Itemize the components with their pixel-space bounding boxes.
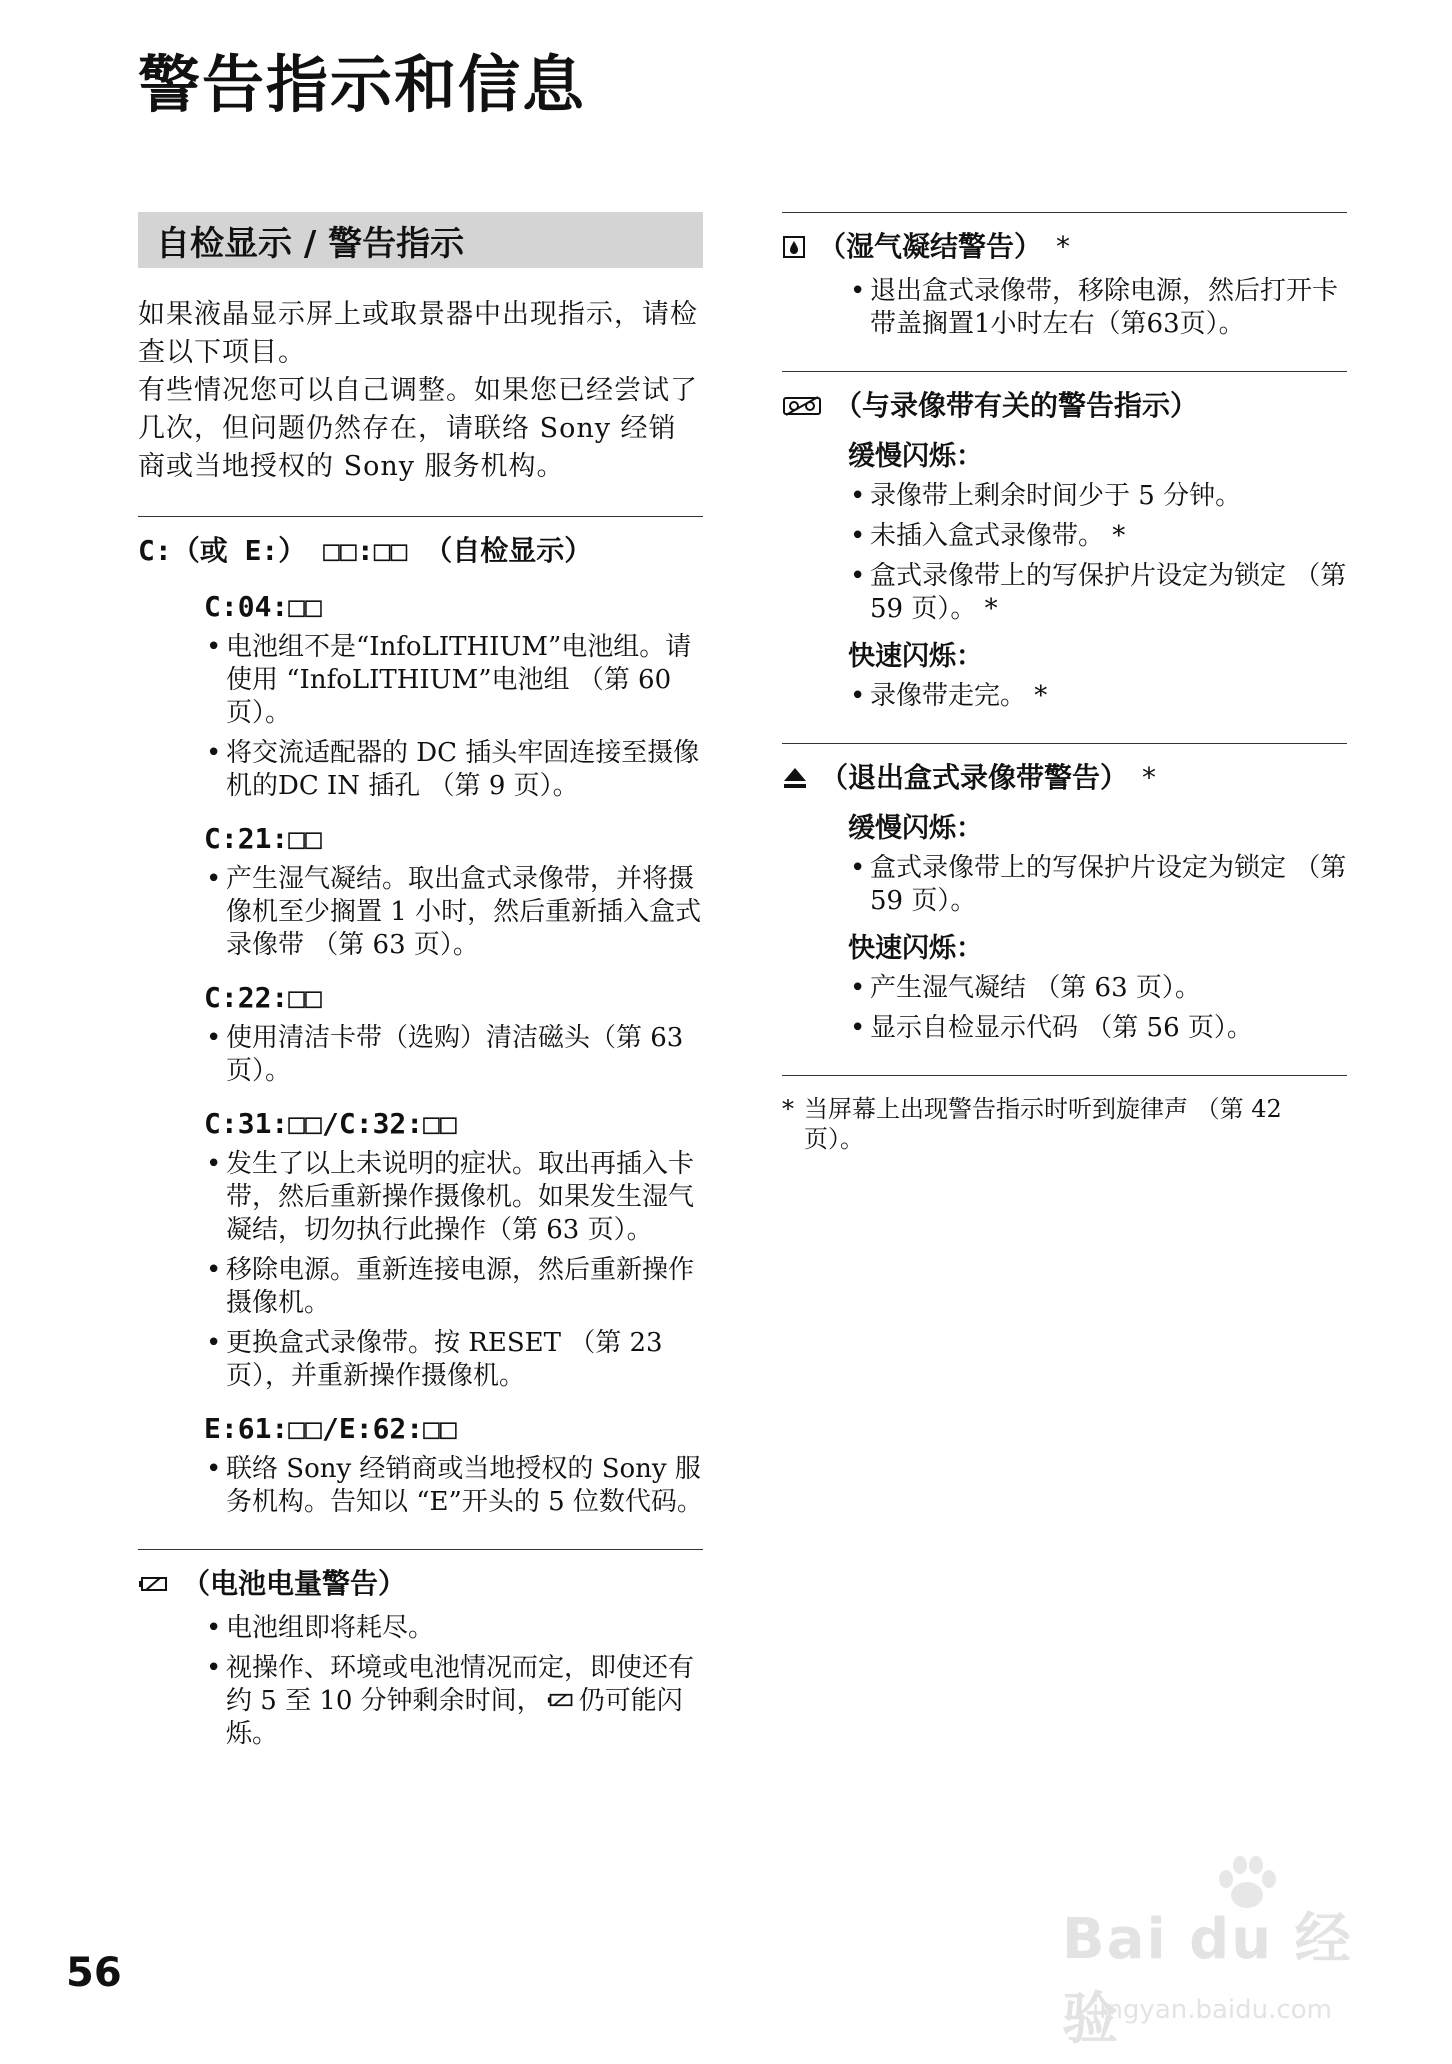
- footnote-star: *: [782, 1095, 794, 1123]
- code-item-list: [204, 1148, 703, 1393]
- eject-fast-list: [848, 972, 1347, 1045]
- battery-item-list: [204, 1612, 703, 1751]
- page-number: 56: [66, 1950, 122, 1996]
- battery-empty-icon: [547, 1691, 575, 1709]
- tape-fast-list: [848, 680, 1347, 713]
- slow-blink-label: 缓慢闪烁：: [848, 441, 983, 472]
- section-title: 自检显示 / 警告指示: [138, 212, 703, 268]
- slow-blink-label: 缓慢闪烁：: [848, 813, 983, 844]
- list-item: • 移除电源。重新连接电源，然后重新操作摄像机。: [204, 1254, 703, 1320]
- watermark: [1062, 1855, 1392, 2055]
- code-label: E:61:□□/E:62:□□: [204, 1412, 457, 1445]
- condensation-icon: [782, 235, 806, 259]
- eject-warning-label: （退出盒式录像带警告）: [820, 761, 1129, 794]
- tape-warning-label: （与录像带有关的警告指示）: [834, 389, 1199, 422]
- footnote-text: 当屏幕上出现警告指示时听到旋律声 （第 42 页）。: [804, 1095, 1282, 1153]
- list-item: • 产生湿气凝结 （第 63 页）。: [848, 972, 1347, 1005]
- list-item: [204, 1652, 703, 1751]
- fast-blink-label: 快速闪烁：: [848, 641, 983, 672]
- code-item-list: [204, 631, 703, 803]
- list-item: • 产生湿气凝结。取出盒式录像带，并将摄像机至少搁置 1 小时，然后重新插入盒式录像带 （第 63 页）。: [204, 863, 703, 962]
- list-item: • 电池组即将耗尽。: [204, 1612, 703, 1645]
- list-item: • 录像带走完。 *: [848, 680, 1347, 713]
- code-item-list: [204, 863, 703, 962]
- code-item-list: [204, 1022, 703, 1088]
- right-column: [782, 212, 1347, 1154]
- condensation-item-list: [848, 275, 1347, 341]
- list-item: • 盒式录像带上的写保护片设定为锁定 （第 59 页）。 *: [848, 560, 1347, 626]
- divider: [782, 371, 1347, 372]
- eject-slow-list: [848, 852, 1347, 918]
- eject-warning-heading: [782, 758, 1347, 798]
- list-item: • 联络 Sony 经销商或当地授权的 Sony 服务机构。告知以 “E”开头的 5 位数代码。: [204, 1453, 703, 1519]
- list-item: • 显示自检显示代码 （第 56 页）。: [848, 1012, 1347, 1045]
- tape-icon: [782, 395, 822, 417]
- intro-paragraph: 有些情况您可以自己调整。如果您已经尝试了几次，但问题仍然存在，请联络 Sony 经销商或当地授权的 Sony 服务机构。: [138, 375, 698, 482]
- page-title: 警告指示和信息: [138, 48, 587, 121]
- code-label: C:21:□□: [204, 822, 323, 855]
- list-item: • 使用清洁卡带（选购）清洁磁头（第 63 页）。: [204, 1022, 703, 1088]
- list-item: • 将交流适配器的 DC 插头牢固连接至摄像机的DC IN 插孔 （第 9 页）。: [204, 737, 703, 803]
- list-item: • 未插入盒式录像带。 *: [848, 520, 1347, 553]
- asterisk-mark: *: [1142, 761, 1157, 794]
- tape-slow-list: [848, 480, 1347, 626]
- code-item-list: [204, 1453, 703, 1519]
- condensation-warning-heading: [782, 227, 1347, 267]
- battery-warning-heading: [138, 1564, 703, 1604]
- list-item: • 发生了以上未说明的症状。取出再插入卡带，然后重新操作摄像机。如果发生湿气凝结，切勿执行此操作（第 63 页）。: [204, 1148, 703, 1247]
- left-column: [138, 212, 703, 1758]
- fast-blink-label: 快速闪烁：: [848, 933, 983, 964]
- code-label: C:22:□□: [204, 981, 323, 1014]
- divider: [782, 1075, 1347, 1076]
- list-item-text: 仍可能闪烁。: [226, 1686, 683, 1749]
- list-item: • 电池组不是“InfoLITHIUM”电池组。请使用 “InfoLITHIUM”电池组 （第 60 页）。: [204, 631, 703, 730]
- intro-text: [138, 296, 703, 486]
- asterisk-mark: *: [1056, 230, 1071, 263]
- watermark-url: jingyan.baidu.com: [1092, 1995, 1332, 2025]
- list-item: • 退出盒式录像带，移除电源，然后打开卡带盖搁置1小时左右（第63页）。: [848, 275, 1347, 341]
- list-item: • 更换盒式录像带。按 RESET （第 23 页），并重新操作摄像机。: [204, 1327, 703, 1393]
- divider: [138, 516, 703, 517]
- condensation-warning-label: （湿气凝结警告）: [818, 230, 1043, 263]
- code-label: C:31:□□/C:32:□□: [204, 1107, 457, 1140]
- code-label: C:04:□□: [204, 590, 323, 623]
- eject-icon: [782, 766, 808, 790]
- divider: [138, 1549, 703, 1550]
- list-item-text: 视操作、环境或电池情况而定，即使还有约 5 至 10 分钟剩余时间，: [226, 1653, 695, 1716]
- list-item: • 录像带上剩余时间少于 5 分钟。: [848, 480, 1347, 513]
- divider: [782, 212, 1347, 213]
- tape-warning-heading: [782, 386, 1347, 426]
- footnote: [782, 1094, 1347, 1154]
- watermark-logo: Bai du 经验: [1062, 1907, 1353, 2052]
- list-item: • 盒式录像带上的写保护片设定为锁定 （第 59 页）。: [848, 852, 1347, 918]
- self-diag-heading: C:（或 E:） □□:□□ （自检显示）: [138, 534, 593, 567]
- intro-paragraph: 如果液晶显示屏上或取景器中出现指示，请检查以下项目。: [138, 299, 698, 368]
- divider: [782, 743, 1347, 744]
- battery-warning-label: （电池电量警告）: [182, 1567, 407, 1600]
- battery-empty-icon: [138, 1574, 170, 1594]
